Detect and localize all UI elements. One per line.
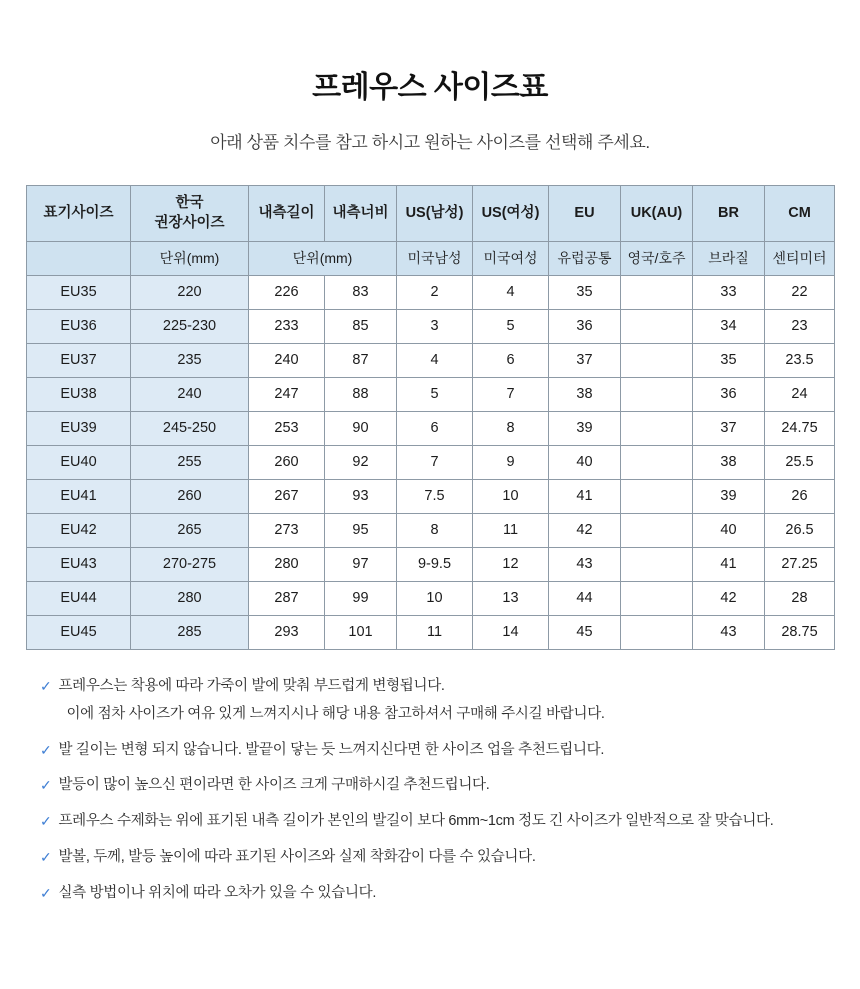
table-unit-cell xyxy=(27,242,131,276)
table-cell: 23.5 xyxy=(765,344,835,378)
table-cell: 40 xyxy=(693,514,765,548)
header-line-1: US(남성) xyxy=(405,204,464,221)
table-cell: 45 xyxy=(549,616,621,650)
table-cell: EU41 xyxy=(27,480,131,514)
table-cell: 8 xyxy=(397,514,473,548)
table-row xyxy=(27,616,835,650)
table-row xyxy=(27,446,835,480)
table-cell: 260 xyxy=(131,480,249,514)
header-line-1: 내측너비 xyxy=(332,204,389,221)
table-cell: 97 xyxy=(325,548,397,582)
table-cell: 11 xyxy=(397,616,473,650)
table-cell: 25.5 xyxy=(765,446,835,480)
table-header-cell xyxy=(765,186,835,242)
size-chart-page xyxy=(0,62,860,989)
table-cell: 42 xyxy=(549,514,621,548)
page-subtitle: 아래 상품 치수를 참고 하시고 원하는 사이즈를 선택해 주세요. xyxy=(210,133,650,152)
table-cell: 36 xyxy=(549,310,621,344)
table-cell: 245-250 xyxy=(131,412,249,446)
table-cell: 28.75 xyxy=(765,616,835,650)
table-cell: 273 xyxy=(249,514,325,548)
table-cell: 42 xyxy=(693,582,765,616)
note-text: 발 길이는 변형 되지 않습니다. 발끝이 닿는 듯 느껴지신다면 한 사이즈 업을 추천드립니다. xyxy=(58,741,605,758)
table-cell: 14 xyxy=(473,616,549,650)
table-cell: 101 xyxy=(325,616,397,650)
table-row xyxy=(27,310,835,344)
table-cell: 23 xyxy=(765,310,835,344)
table-unit-cell: 단위(mm) xyxy=(249,242,397,276)
table-header-cell xyxy=(131,186,249,242)
table-body xyxy=(27,276,835,650)
table-cell: 253 xyxy=(249,412,325,446)
table-header-cell xyxy=(397,186,473,242)
note-item xyxy=(40,676,834,726)
table-row xyxy=(27,480,835,514)
table-unit-cell: 브라질 xyxy=(693,242,765,276)
table-cell: 11 xyxy=(473,514,549,548)
table-cell: 226 xyxy=(249,276,325,310)
table-cell xyxy=(621,276,693,310)
header-line-1: 표기사이즈 xyxy=(43,204,114,221)
table-cell: EU38 xyxy=(27,378,131,412)
note-item xyxy=(40,775,834,797)
table-cell: 36 xyxy=(693,378,765,412)
table-cell: 26.5 xyxy=(765,514,835,548)
table-unit-cell: 센티미터 xyxy=(765,242,835,276)
note-subtext: 이에 점차 사이즈가 여유 있게 느껴지시나 해당 내용 참고하셔서 구매해 주시길 바랍니다. xyxy=(66,705,605,722)
note-item xyxy=(40,847,834,869)
table-unit-cell: 미국남성 xyxy=(397,242,473,276)
table-cell: 12 xyxy=(473,548,549,582)
check-icon: ✓ xyxy=(40,777,52,794)
table-cell: 27.25 xyxy=(765,548,835,582)
table-cell xyxy=(621,446,693,480)
note-text: 발등이 많이 높으신 편이라면 한 사이즈 크게 구매하시길 추천드립니다. xyxy=(58,777,490,794)
table-cell: 7 xyxy=(397,446,473,480)
header-line-1: CM xyxy=(788,204,811,221)
table-cell: 225-230 xyxy=(131,310,249,344)
table-cell: 255 xyxy=(131,446,249,480)
table-cell: 43 xyxy=(693,616,765,650)
table-cell: 240 xyxy=(249,344,325,378)
table-cell xyxy=(621,412,693,446)
table-cell: 267 xyxy=(249,480,325,514)
size-table xyxy=(26,185,835,650)
table-cell: EU39 xyxy=(27,412,131,446)
table-header-cell xyxy=(549,186,621,242)
table-cell: 270-275 xyxy=(131,548,249,582)
header-line-1: BR xyxy=(718,204,739,221)
table-cell: EU42 xyxy=(27,514,131,548)
check-icon: ✓ xyxy=(40,848,52,865)
header-line-1: EU xyxy=(574,204,595,221)
table-cell: 240 xyxy=(131,378,249,412)
note-text-wrapper xyxy=(58,740,604,762)
table-cell: 13 xyxy=(473,582,549,616)
note-item xyxy=(40,883,834,905)
table-cell: 41 xyxy=(693,548,765,582)
page-title: 프레우스 사이즈표 xyxy=(312,71,548,104)
table-row xyxy=(27,548,835,582)
table-unit-cell: 미국여성 xyxy=(473,242,549,276)
note-text: 발볼, 두께, 발등 높이에 따라 표기된 사이즈와 실제 착화감이 다를 수 있습니다. xyxy=(58,848,536,865)
table-cell: 28 xyxy=(765,582,835,616)
table-cell: EU37 xyxy=(27,344,131,378)
table-cell: 35 xyxy=(693,344,765,378)
table-header-cell xyxy=(249,186,325,242)
table-cell: 87 xyxy=(325,344,397,378)
table-header-cell xyxy=(621,186,693,242)
table-header-cell xyxy=(325,186,397,242)
table-cell: 41 xyxy=(549,480,621,514)
header-line-1: US(여성) xyxy=(481,204,540,221)
table-header-row xyxy=(27,186,835,242)
table-cell: 22 xyxy=(765,276,835,310)
table-cell: 6 xyxy=(473,344,549,378)
table-cell: 9 xyxy=(473,446,549,480)
table-cell: 247 xyxy=(249,378,325,412)
table-cell: 10 xyxy=(397,582,473,616)
table-row xyxy=(27,582,835,616)
table-cell: EU40 xyxy=(27,446,131,480)
table-cell: 37 xyxy=(549,344,621,378)
note-text-wrapper xyxy=(58,676,604,726)
table-header-cell xyxy=(27,186,131,242)
table-unit-cell: 유럽공통 xyxy=(549,242,621,276)
table-cell xyxy=(621,378,693,412)
table-cell xyxy=(621,582,693,616)
table-unit-cell: 단위(mm) xyxy=(131,242,249,276)
note-item xyxy=(40,740,834,762)
table-row xyxy=(27,412,835,446)
table-cell xyxy=(621,310,693,344)
table-cell: EU36 xyxy=(27,310,131,344)
table-cell: 280 xyxy=(131,582,249,616)
table-header xyxy=(27,186,835,276)
table-cell: 265 xyxy=(131,514,249,548)
table-cell: 93 xyxy=(325,480,397,514)
table-cell: 92 xyxy=(325,446,397,480)
header-line-1: UK(AU) xyxy=(630,204,683,221)
table-cell: 2 xyxy=(397,276,473,310)
table-cell: 233 xyxy=(249,310,325,344)
table-cell: 235 xyxy=(131,344,249,378)
table-cell: 7.5 xyxy=(397,480,473,514)
table-cell xyxy=(621,548,693,582)
table-cell: 8 xyxy=(473,412,549,446)
table-cell: 5 xyxy=(473,310,549,344)
table-cell: 24 xyxy=(765,378,835,412)
table-cell: 3 xyxy=(397,310,473,344)
table-cell: 9-9.5 xyxy=(397,548,473,582)
note-text: 프레우스는 착용에 따라 가죽이 발에 맞춰 부드럽게 변형됩니다. xyxy=(58,678,445,694)
header-line-2: 권장사이즈 xyxy=(154,214,225,231)
table-cell: 220 xyxy=(131,276,249,310)
table-cell: 40 xyxy=(549,446,621,480)
table-row xyxy=(27,514,835,548)
table-cell: 39 xyxy=(549,412,621,446)
table-cell: 5 xyxy=(397,378,473,412)
table-cell xyxy=(621,514,693,548)
table-cell: 35 xyxy=(549,276,621,310)
table-cell: 37 xyxy=(693,412,765,446)
table-cell: 43 xyxy=(549,548,621,582)
notes-list xyxy=(26,676,834,904)
header-line-1: 한국 xyxy=(175,194,204,211)
table-cell: 4 xyxy=(473,276,549,310)
table-cell xyxy=(621,344,693,378)
table-cell: EU35 xyxy=(27,276,131,310)
table-unit-row xyxy=(27,242,835,276)
table-cell: 90 xyxy=(325,412,397,446)
table-cell: EU45 xyxy=(27,616,131,650)
table-cell: 280 xyxy=(249,548,325,582)
table-row xyxy=(27,378,835,412)
table-cell: EU44 xyxy=(27,582,131,616)
table-cell xyxy=(621,616,693,650)
table-cell: 285 xyxy=(131,616,249,650)
table-cell: 44 xyxy=(549,582,621,616)
table-cell: 39 xyxy=(693,480,765,514)
table-cell: 38 xyxy=(693,446,765,480)
table-header-cell xyxy=(473,186,549,242)
note-item xyxy=(40,811,834,833)
check-icon: ✓ xyxy=(40,678,52,694)
table-cell: 33 xyxy=(693,276,765,310)
table-cell: 83 xyxy=(325,276,397,310)
table-cell: 26 xyxy=(765,480,835,514)
check-icon: ✓ xyxy=(40,813,52,829)
header-line-1: 내측길이 xyxy=(258,204,315,221)
check-icon: ✓ xyxy=(40,741,52,758)
table-cell: 85 xyxy=(325,310,397,344)
table-cell: EU43 xyxy=(27,548,131,582)
table-cell: 10 xyxy=(473,480,549,514)
table-row xyxy=(27,276,835,310)
table-cell: 6 xyxy=(397,412,473,446)
table-header-cell xyxy=(693,186,765,242)
note-text-wrapper xyxy=(58,847,535,869)
table-cell: 260 xyxy=(249,446,325,480)
table-cell: 99 xyxy=(325,582,397,616)
table-row xyxy=(27,344,835,378)
table-cell: 95 xyxy=(325,514,397,548)
note-text-wrapper xyxy=(58,775,489,797)
table-cell: 4 xyxy=(397,344,473,378)
table-cell: 38 xyxy=(549,378,621,412)
note-text: 실측 방법이나 위치에 따라 오차가 있을 수 있습니다. xyxy=(58,884,377,901)
check-icon: ✓ xyxy=(40,884,52,901)
table-cell: 7 xyxy=(473,378,549,412)
table-cell xyxy=(621,480,693,514)
table-cell: 88 xyxy=(325,378,397,412)
note-text-wrapper xyxy=(58,811,773,833)
table-cell: 34 xyxy=(693,310,765,344)
table-cell: 293 xyxy=(249,616,325,650)
table-unit-cell: 영국/호주 xyxy=(621,242,693,276)
note-text: 프레우스 수제화는 위에 표기된 내측 길이가 본인의 발길이 보다 6mm~1cm 정도 긴 사이즈가 일반적으로 잘 맞습니다. xyxy=(58,813,774,829)
table-cell: 287 xyxy=(249,582,325,616)
note-text-wrapper xyxy=(58,883,376,905)
table-cell: 24.75 xyxy=(765,412,835,446)
